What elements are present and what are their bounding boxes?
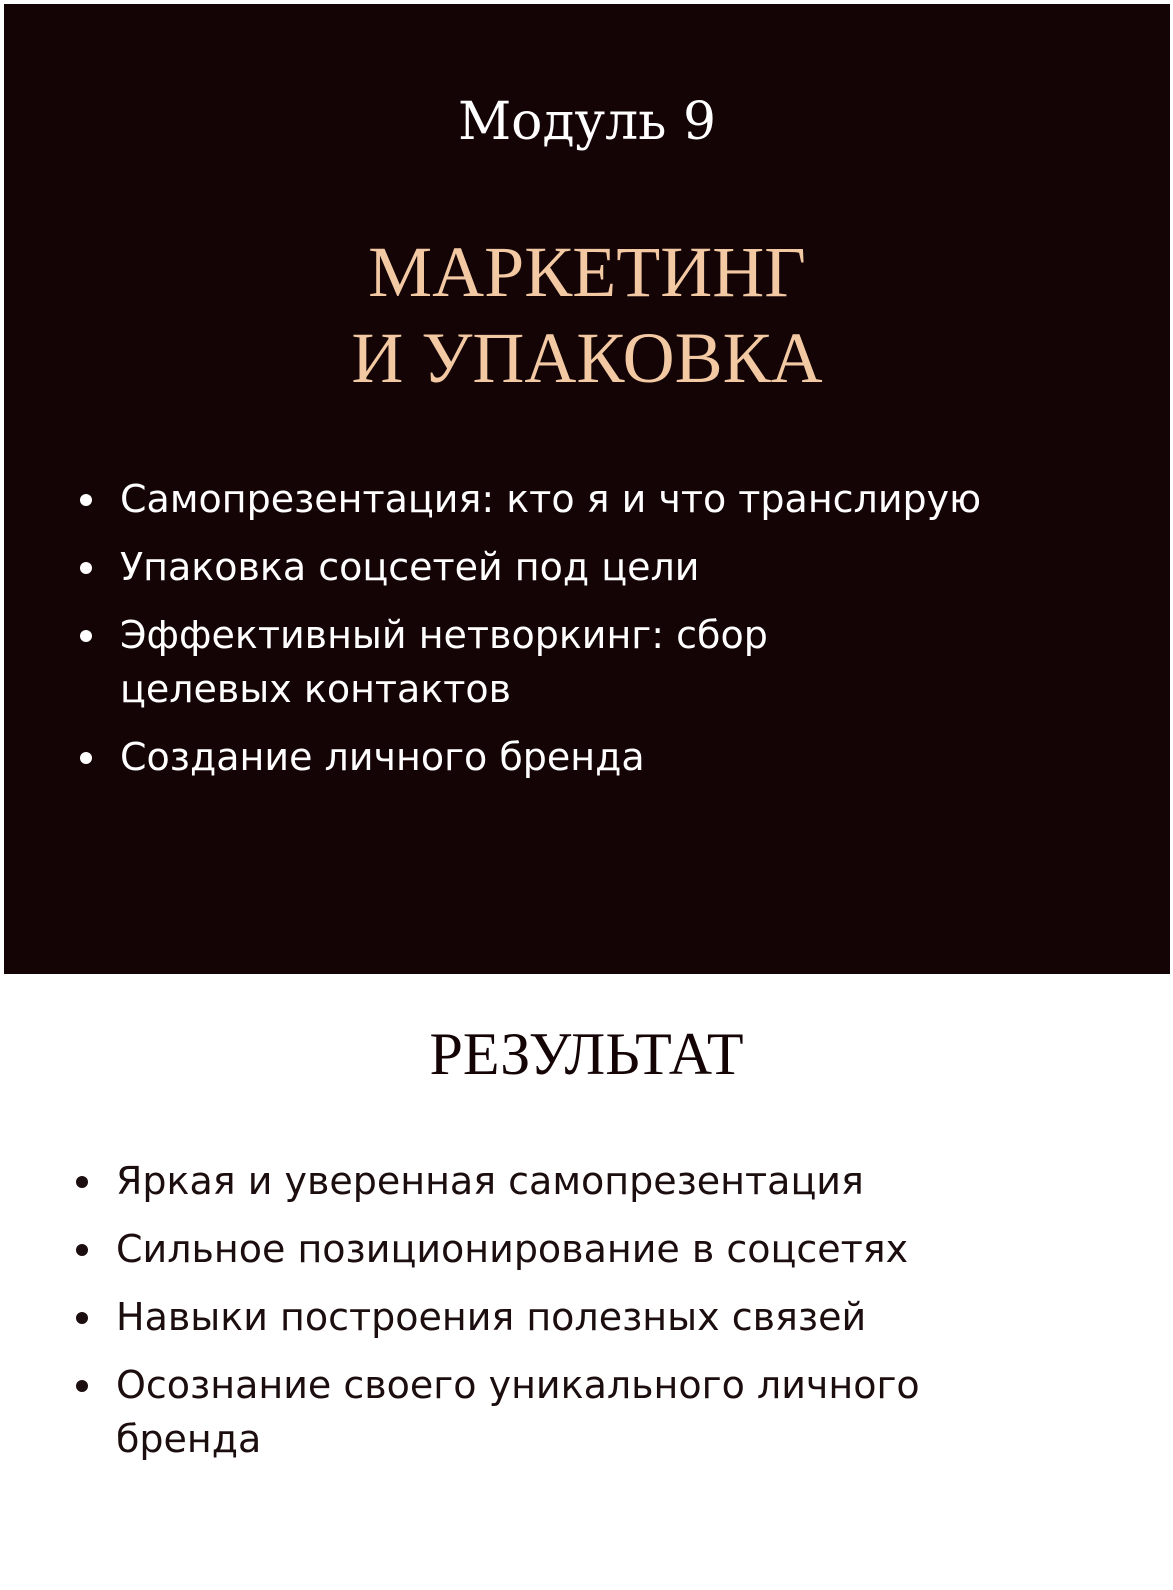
result-heading: РЕЗУЛЬТАТ <box>429 1021 744 1087</box>
result-item: Яркая и уверенная самопрезентация <box>76 1154 1076 1208</box>
module-title <box>4 229 1170 401</box>
module-topic-item: Упаковка соцсетей под цели <box>80 540 1080 594</box>
module-panel <box>4 4 1170 974</box>
module-number: Модуль 9 <box>457 92 717 152</box>
result-list <box>76 1154 1076 1480</box>
module-topic-item: Создание личного бренда <box>80 730 1080 784</box>
result-item: Навыки построения полезных связей <box>76 1290 1076 1344</box>
module-topic-item: Эффективный нетворкинг: сбор целевых контактов <box>80 608 950 716</box>
result-item: Осознание своего уникального личного бренда <box>76 1358 1076 1466</box>
module-title-line-1: МАРКЕТИНГ <box>368 232 806 312</box>
module-topics-list <box>80 472 1080 798</box>
module-topic-item: Самопрезентация: кто я и что транслирую <box>80 472 1080 526</box>
result-item: Сильное позиционирование в соцсетях <box>76 1222 1076 1276</box>
module-title-line-2: И УПАКОВКА <box>351 318 823 398</box>
